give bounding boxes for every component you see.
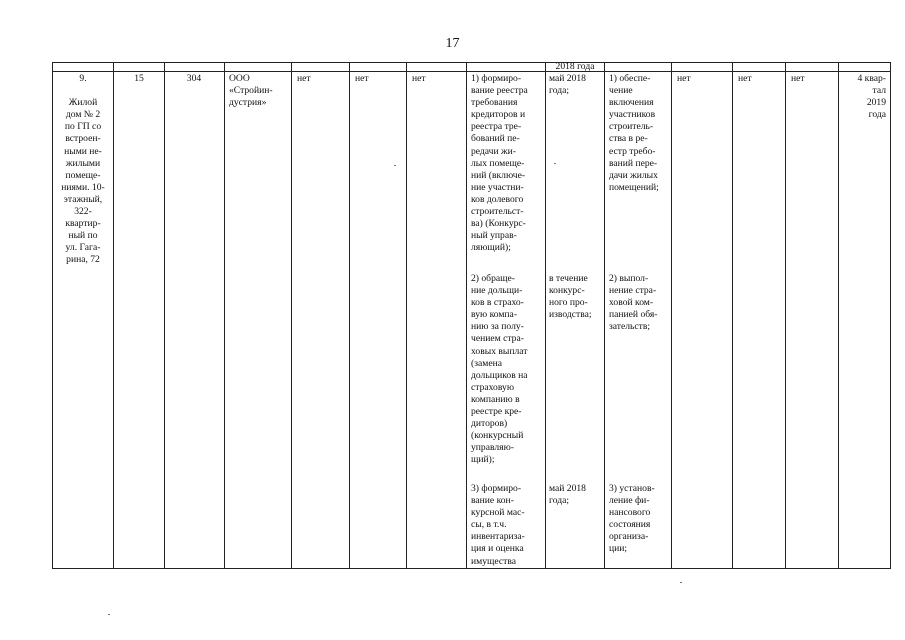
row-col5: нет — [297, 73, 311, 84]
page-number: 17 — [445, 36, 460, 51]
col-border — [838, 62, 839, 569]
measure-term: в течение конкурс- ного про- изводства; — [549, 273, 592, 321]
col-border — [164, 62, 165, 569]
measure-term: май 2018 года; — [549, 483, 586, 507]
row-col12: нет — [738, 73, 752, 84]
row-col6: нет — [355, 73, 369, 84]
col-border — [466, 62, 467, 569]
table-header-border — [52, 71, 891, 72]
measure-action: 2) обраще- ние дольщи- ков в страхо- вую компа- нию за полу- чением стра- ховых выплат (замена дольщиков на страховую компанию в реестре кре- диторов) (конкурсный управляю- щий); — [471, 273, 528, 466]
col-border — [785, 62, 786, 569]
scan-speck — [680, 582, 682, 583]
col-border — [890, 62, 891, 569]
row-completion-date: 4 квар- тал 2019 года — [857, 73, 886, 121]
scan-speck — [394, 165, 396, 166]
measure-result: 3) установ- ление фи- нансового состояния организа- ции; — [609, 483, 655, 555]
table-top-border — [52, 62, 891, 63]
col-border — [52, 62, 53, 569]
col-border — [545, 62, 546, 569]
col-border — [113, 62, 114, 569]
measure-action: 3) формиро- вание кон- курсной мас- сы, в т.ч. инвентариза- ция и оценка имущества — [471, 483, 525, 567]
row-object-name: 9. Жилой дом № 2 по ГП со встроен- ными не- жилыми помеще- ниями. 10- этажный, 322- квартир- ный по ул. Гага- рина, 72 — [61, 73, 105, 266]
row-col7: нет — [412, 73, 426, 84]
measure-result: 2) выпол- нение стра- ховой ком- панией обя- зательств; — [609, 273, 658, 333]
measure-action: 1) формиро- вание реестра требования кредиторов и реестра тре- бований пе- редачи жи- лых помеще- ний (включе- ние участни- ков долевого строительст- ва) (Конкурс- ный управ- ляющий); — [471, 73, 528, 254]
measure-result: 1) обеспе- чение включения участников строитель- ства в ре- естр требо- ваний пере- дачи жилых помещений; — [609, 73, 659, 193]
row-col13: нет — [791, 73, 805, 84]
row-col3: 304 — [186, 73, 202, 84]
col-border — [291, 62, 292, 569]
row-developer: ООО «Стройин- дустрия» — [229, 73, 273, 109]
table-bottom-border — [52, 568, 891, 569]
row-col11: нет — [677, 73, 691, 84]
col-border — [406, 62, 407, 569]
col-border — [224, 62, 225, 569]
col-border — [732, 62, 733, 569]
row-col2: 15 — [134, 73, 144, 84]
header-term-note: 2018 года — [555, 61, 595, 72]
col-border — [349, 62, 350, 569]
scan-speck — [108, 614, 110, 615]
measure-term: май 2018 года; — [549, 73, 586, 97]
col-border — [604, 62, 605, 569]
col-border — [671, 62, 672, 569]
scan-speck — [554, 163, 556, 164]
